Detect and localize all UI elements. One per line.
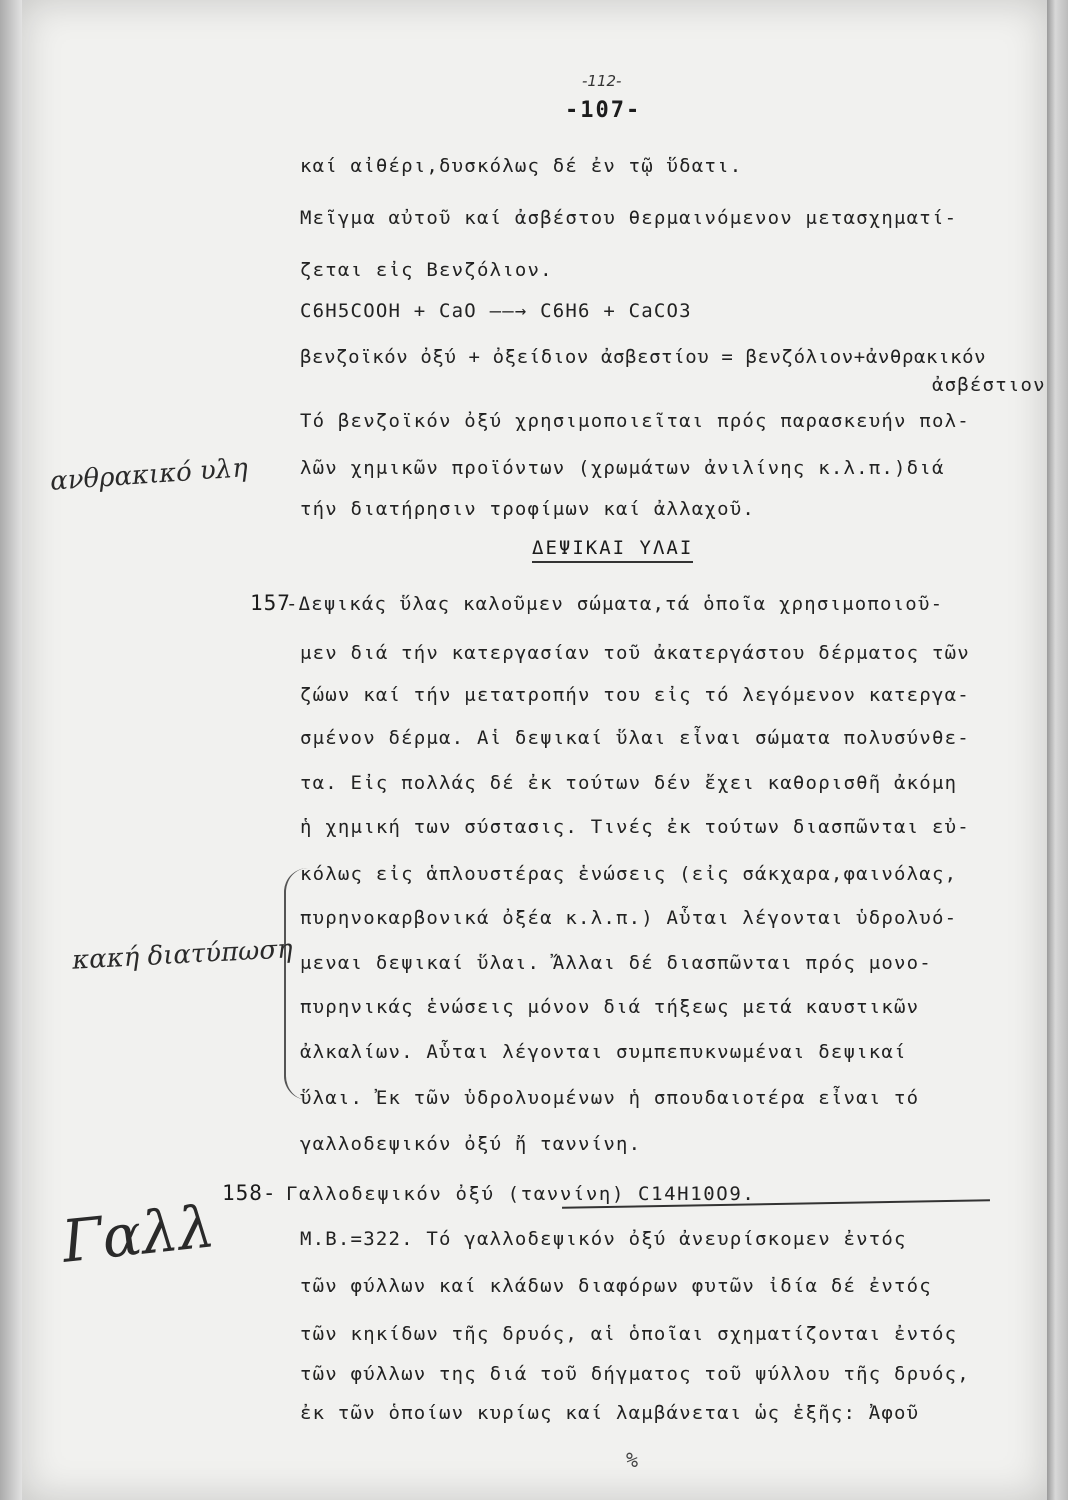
- margin-note: ανθρακικό υλη: [49, 453, 249, 497]
- text-line: μεναι δεψικαί ὕλαι. Ἄλλαι δέ διασπῶνται πρός μονο-: [300, 952, 932, 974]
- text-line: -Δεψικάς ὕλας καλοῦμεν σώματα,τά ὁποῖα χρησιμοποιοῦ-: [286, 593, 944, 615]
- text-line: τῶν φύλλων καί κλάδων διαφόρων φυτῶν ἰδία δέ ἐντός: [300, 1275, 932, 1297]
- text-line: τήν διατήρησιν τροφίμων καί ἀλλαχοῦ.: [300, 498, 756, 520]
- text-line: τα. Εἰς πολλάς δέ ἐκ τούτων δέν ἔχει καθορισθῆ ἀκόμη: [300, 772, 958, 794]
- text-line: Τό βενζοϊκόν ὀξύ χρησιμοποιεῖται πρός παρασκευήν πολ-: [300, 410, 970, 432]
- text-line: Μ.Β.=322. Τό γαλλοδεψικόν ὀξύ ἀνευρίσκομεν ἐντός: [300, 1228, 907, 1250]
- document-page: [22, 0, 1047, 1500]
- text-line: πυρηνικάς ἑνώσεις μόνον διά τήξεως μετά καυστικῶν: [300, 996, 920, 1018]
- text-line: Μεῖγμα αὐτοῦ καί ἀσβέστου θερμαινόμενον μετασχηματί-: [300, 207, 958, 229]
- handwritten-page-number: -112-: [582, 72, 622, 90]
- text-line: πυρηνοκαρβονικά ὀξέα κ.λ.π.) Αὗται λέγονται ὑδρολυό-: [300, 907, 958, 929]
- margin-note: κακή διατύπωση: [71, 934, 294, 976]
- text-line: ἡ χημική των σύστασις. Τινές ἐκ τούτων διασπῶνται εὐ-: [300, 816, 970, 838]
- page-edge: [1047, 0, 1068, 1500]
- equation-names: βενζοϊκόν ὀξύ + ὀξείδιον ἀσβεστίου = βενζόλιον+ἀνθρακικόν: [300, 346, 987, 368]
- equation-names-cont: ἀσβέστιον: [932, 374, 1046, 396]
- page-number: -107-: [565, 98, 642, 123]
- text-line: γαλλοδεψικόν ὀξύ ἤ ταννίνη.: [300, 1133, 642, 1155]
- section-number: 158-: [222, 1181, 277, 1205]
- text-line: ζεται εἰς Βενζόλιον.: [300, 259, 553, 281]
- section-number: 157: [250, 591, 291, 615]
- footer-mark: %: [626, 1448, 639, 1472]
- chemical-equation: C6H5COOH + CaO ——→ C6H6 + CaCO3: [300, 300, 692, 322]
- text-line: σμένον δέρμα. Αἱ δεψικαί ὕλαι εἶναι σώματα πολυσύνθε-: [300, 727, 970, 749]
- text-line: τῶν φύλλων της διά τοῦ δήγματος τοῦ ψύλλου τῆς δρυός,: [300, 1363, 970, 1385]
- text-line: ὕλαι. Ἐκ τῶν ὑδρολυομένων ἡ σπουδαιοτέρα εἶναι τό: [300, 1087, 920, 1109]
- text-line: ζώων καί τήν μετατροπήν του εἰς τό λεγόμενον κατεργα-: [300, 684, 970, 706]
- text-line: ἐκ τῶν ὁποίων κυρίως καί λαμβάνεται ὡς ἑξῆς: Ἀφοῦ: [300, 1402, 920, 1424]
- text-line: καί αἰθέρι,δυσκόλως δέ ἐν τῷ ὕδατι.: [300, 155, 743, 177]
- text-line: Γαλλοδεψικόν ὀξύ (ταννίνη) C14H10O9.: [286, 1183, 756, 1205]
- text-line: κόλως εἰς ἁπλουστέρας ἑνώσεις (εἰς σάκχαρα,φαινόλας,: [300, 863, 958, 885]
- text-line: ἀλκαλίων. Αὗται λέγονται συμπεπυκνωμέναι δεψικαί: [300, 1041, 907, 1063]
- text-line: λῶν χημικῶν προϊόντων (χρωμάτων ἀνιλίνης κ.λ.π.)διά: [300, 457, 945, 479]
- binding-shadow: [0, 0, 22, 1500]
- text-line: μεν διά τήν κατεργασίαν τοῦ ἀκατεργάστου δέρματος τῶν: [300, 642, 970, 664]
- margin-bracket: [284, 868, 308, 1100]
- text-line: τῶν κηκίδων τῆς δρυός, αἱ ὁποῖαι σχηματίζονται ἐντός: [300, 1323, 958, 1345]
- section-heading: ΔΕΨΙΚΑΙ ΥΛΑΙ: [532, 537, 693, 563]
- margin-note: Γαλλ: [58, 1192, 219, 1276]
